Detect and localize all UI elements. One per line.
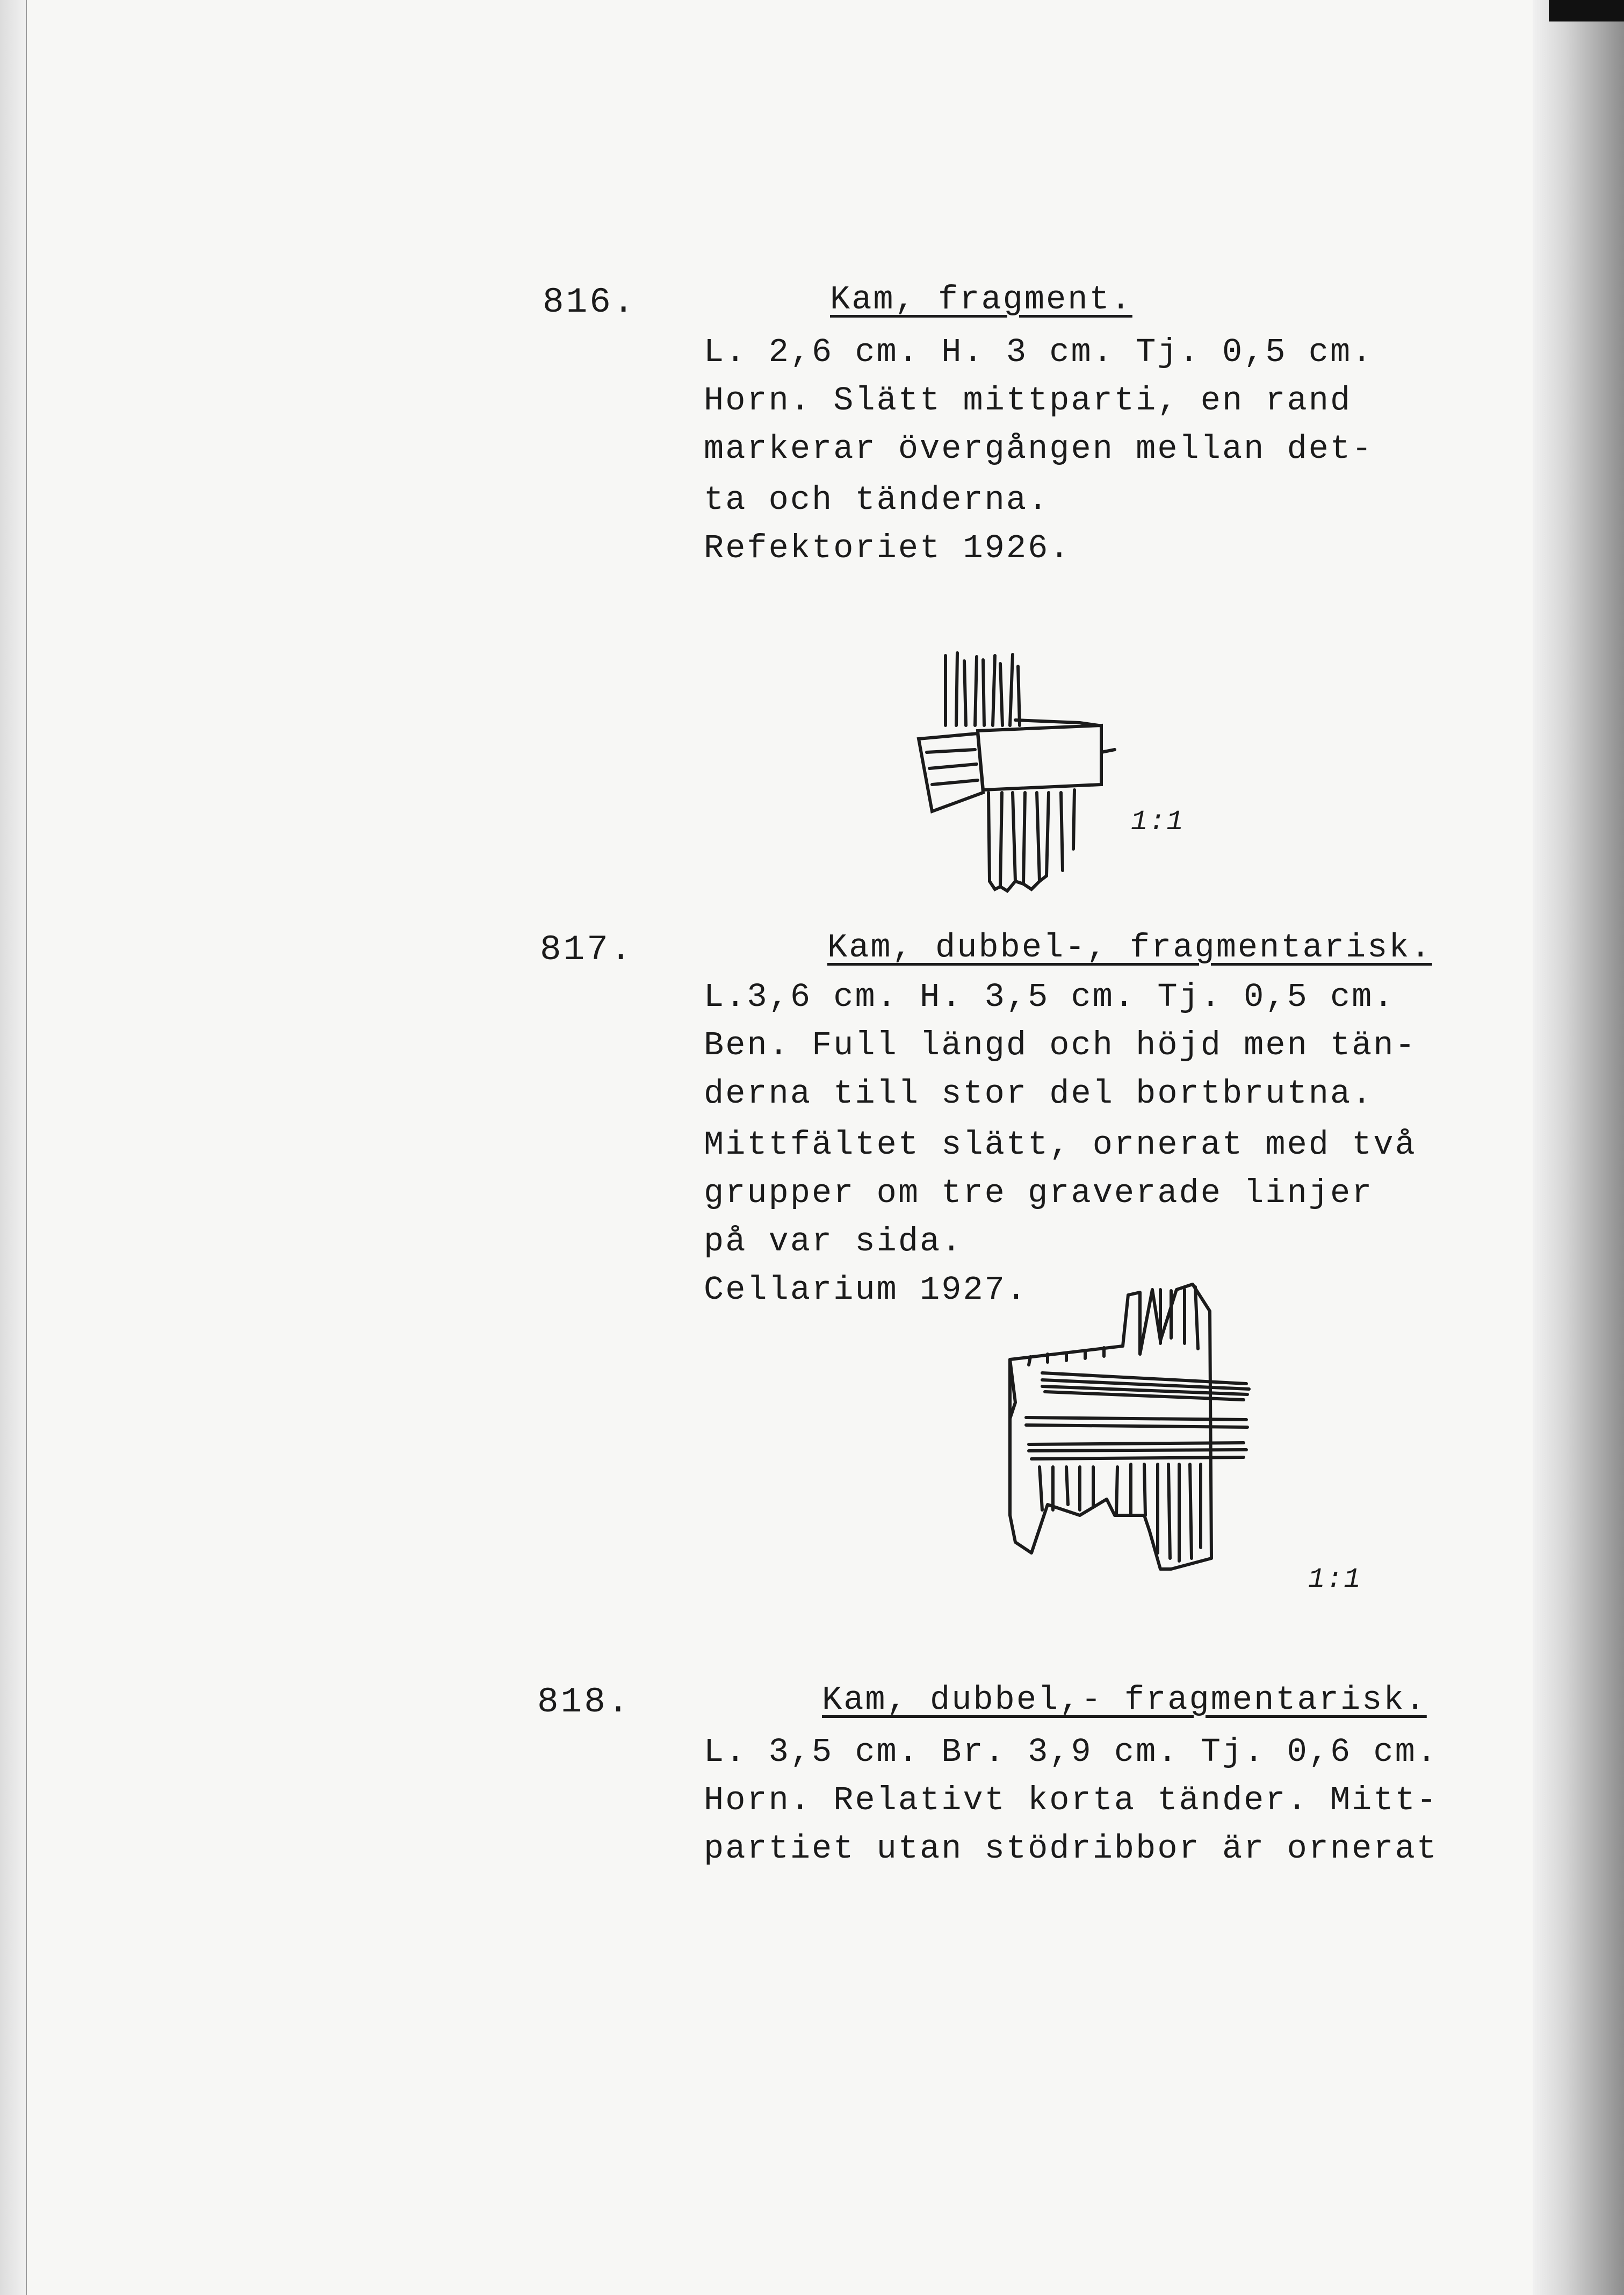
scale-816: 1:1 (1131, 806, 1185, 838)
entry-817-line-2: Ben. Full längd och höjd men tän- (704, 1026, 1417, 1064)
entry-817-line-4: Mittfältet slätt, ornerat med två (704, 1126, 1417, 1164)
entry-817-line-3: derna till stor del bortbrutna. (704, 1075, 1374, 1113)
entry-number-817: 817. (540, 930, 634, 970)
entry-816-line-3: markerar övergången mellan det- (704, 430, 1374, 468)
entry-818-line-1: L. 3,5 cm. Br. 3,9 cm. Tj. 0,6 cm. (704, 1733, 1439, 1771)
right-page-edge (1533, 0, 1624, 2295)
comb-sketch-816 (903, 645, 1117, 892)
scale-817: 1:1 (1308, 1564, 1362, 1595)
entry-816-line-5: Refektoriet 1926. (704, 529, 1071, 567)
binding-shadow (1549, 0, 1624, 21)
entry-817-line-5: grupper om tre graverade linjer (704, 1174, 1374, 1212)
comb-sketch-817 (999, 1279, 1300, 1580)
left-page-edge (0, 0, 27, 2295)
entry-number-816: 816. (543, 282, 637, 322)
entry-title-816: Kam, fragment. (830, 280, 1132, 319)
entry-817-line-7: Cellarium 1927. (704, 1271, 1028, 1309)
entry-816-line-4: ta och tänderna. (704, 481, 1050, 519)
entry-816-line-2: Horn. Slätt mittparti, en rand (704, 382, 1352, 420)
entry-817-line-6: på var sida. (704, 1222, 963, 1261)
entry-818-line-2: Horn. Relativt korta tänder. Mitt- (704, 1781, 1439, 1819)
entry-number-818: 818. (537, 1682, 631, 1722)
entry-816-line-1: L. 2,6 cm. H. 3 cm. Tj. 0,5 cm. (704, 333, 1374, 371)
entry-title-817: Kam, dubbel-, fragmentarisk. (827, 929, 1432, 967)
entry-818-line-3: partiet utan stödribbor är ornerat (704, 1830, 1439, 1868)
entry-title-818: Kam, dubbel,- fragmentarisk. (822, 1681, 1427, 1719)
entry-817-line-1: L.3,6 cm. H. 3,5 cm. Tj. 0,5 cm. (704, 978, 1395, 1016)
